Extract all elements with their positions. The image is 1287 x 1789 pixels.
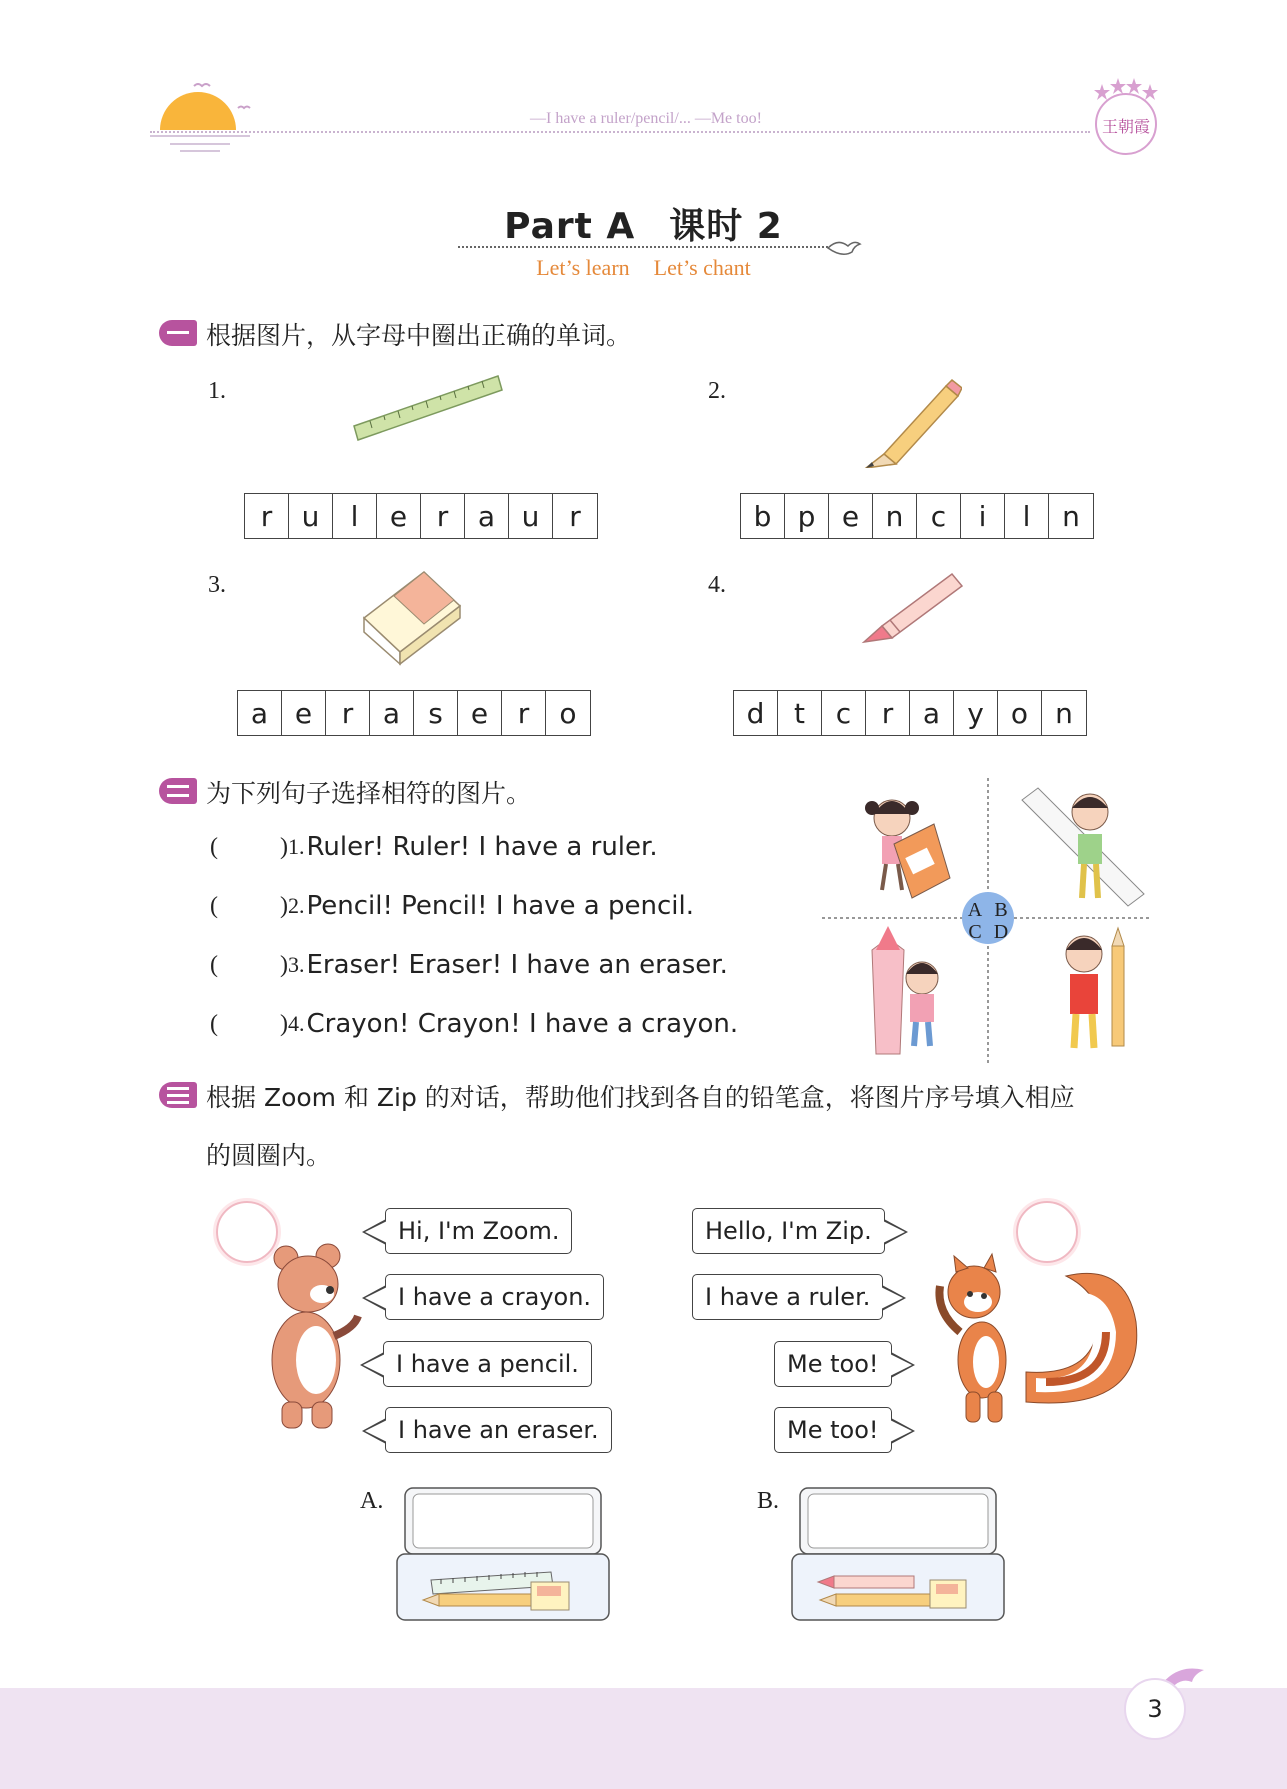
svg-text:C: C: [968, 921, 982, 943]
item-2-letter-grid: [740, 493, 1094, 539]
letter-box[interactable]: r: [421, 494, 465, 538]
section-1-badge: [159, 320, 197, 346]
page-title: [0, 198, 1287, 249]
zoom-bubble-4: I have an eraser.: [385, 1407, 612, 1453]
answer-bracket-open: (: [210, 951, 218, 978]
ruler-image: [350, 370, 506, 444]
letter-box[interactable]: d: [734, 691, 778, 735]
case-a-label: A.: [360, 1488, 384, 1514]
sunset-decoration: [150, 78, 260, 158]
section-3-instruction-line-2: 的圆圈内。: [206, 1141, 332, 1170]
letter-box[interactable]: e: [282, 691, 326, 735]
picture-c-kid-crayon: [872, 926, 938, 1054]
subtitle-learn: Let’s learn: [536, 255, 630, 280]
section-3-badge: [159, 1082, 197, 1108]
letter-box[interactable]: n: [1055, 696, 1073, 730]
letter-box[interactable]: c: [917, 494, 961, 538]
letter-box[interactable]: r: [326, 691, 370, 735]
title-lesson: 课时 2: [669, 206, 783, 247]
letter-box[interactable]: l: [1005, 494, 1049, 538]
pencil-case-b[interactable]: [788, 1484, 1008, 1626]
header-rule: [150, 131, 1090, 133]
letter-box[interactable]: c: [822, 691, 866, 735]
picture-d-girl-pencil: [1066, 928, 1124, 1048]
picture-quadrant: [822, 778, 1152, 1064]
item-4-letter-grid: [733, 690, 1087, 736]
letter-box[interactable]: u: [509, 494, 553, 538]
answer-bracket-close: ): [280, 833, 288, 860]
crayon-image: [860, 568, 966, 644]
letter-box[interactable]: e: [377, 494, 421, 538]
sentence-4: [210, 1009, 738, 1039]
letter-box[interactable]: b: [741, 494, 785, 538]
sentence-number: 3.: [288, 952, 305, 977]
case-b-label: B.: [757, 1488, 780, 1514]
section-2-badge: [159, 778, 197, 804]
svg-text:D: D: [993, 921, 1009, 943]
sentence-number: 2.: [288, 893, 305, 918]
sentence-number: 1.: [288, 834, 305, 859]
zip-bubble-4: Me too!: [774, 1407, 892, 1453]
letter-box[interactable]: a: [910, 691, 954, 735]
subtitle: [0, 255, 1287, 281]
item-1-number: 1.: [208, 378, 226, 404]
letter-box[interactable]: r: [502, 691, 546, 735]
letter-box[interactable]: r: [245, 494, 289, 538]
letter-box[interactable]: n: [873, 494, 917, 538]
letter-box[interactable]: a: [465, 494, 509, 538]
sentence-text: Crayon! Crayon! I have a crayon.: [306, 1009, 739, 1039]
letter-box[interactable]: r: [569, 499, 581, 533]
answer-bracket-close: ): [280, 892, 288, 919]
zip-squirrel-illustration: [926, 1252, 1146, 1428]
letter-box[interactable]: e: [458, 691, 502, 735]
section-2-instruction: 为下列句子选择相符的图片。: [206, 779, 532, 808]
letter-box[interactable]: s: [414, 691, 458, 735]
item-2-number: 2.: [708, 378, 726, 404]
svg-text:B: B: [994, 899, 1008, 921]
sentence-2: [210, 891, 694, 921]
sentence-text: Pencil! Pencil! I have a pencil.: [306, 891, 694, 921]
svg-text:王朝霞: 王朝霞: [1101, 117, 1151, 136]
pencil-case-a[interactable]: [393, 1484, 613, 1626]
letter-box[interactable]: e: [829, 494, 873, 538]
answer-bracket-close: ): [280, 951, 288, 978]
letter-box[interactable]: y: [954, 691, 998, 735]
letter-box[interactable]: l: [333, 494, 377, 538]
picture-a-girl-eraser: [865, 800, 950, 898]
svg-text:A: A: [967, 899, 983, 921]
title-rule: [458, 246, 828, 248]
zoom-bubble-1: Hi, I'm Zoom.: [385, 1208, 572, 1254]
zip-bubble-2: I have a ruler.: [692, 1274, 883, 1320]
answer-bracket-close: ): [280, 1010, 288, 1037]
page-number: 3: [1124, 1678, 1186, 1740]
subtitle-chant: Let’s chant: [653, 255, 751, 280]
answer-bracket-open: (: [210, 892, 218, 919]
pencil-image: [860, 376, 962, 468]
sentence-1: [210, 832, 658, 862]
letter-box[interactable]: a: [370, 691, 414, 735]
letter-box[interactable]: p: [785, 494, 829, 538]
answer-bracket-open: (: [210, 1010, 218, 1037]
zip-bubble-1: Hello, I'm Zip.: [692, 1208, 885, 1254]
letter-box[interactable]: o: [559, 696, 577, 730]
section-1-instruction: 根据图片，从字母中圈出正确的单词。: [206, 321, 632, 350]
letter-box[interactable]: t: [778, 691, 822, 735]
zip-bubble-3: Me too!: [774, 1341, 892, 1387]
item-3-number: 3.: [208, 572, 226, 598]
sentence-text: Eraser! Eraser! I have an eraser.: [306, 950, 728, 980]
eraser-image: [358, 566, 464, 666]
answer-bracket-open: (: [210, 833, 218, 860]
letter-box[interactable]: o: [998, 691, 1042, 735]
picture-b-boy-ruler: [1022, 788, 1144, 906]
publisher-logo: [1086, 74, 1166, 164]
title-part: Part A: [504, 206, 636, 247]
letter-box[interactable]: u: [289, 494, 333, 538]
item-1-letter-grid: [244, 493, 598, 539]
sentence-3: [210, 950, 728, 980]
letter-box[interactable]: n: [1062, 499, 1080, 533]
section-3-instruction-line-1: 根据 Zoom 和 Zip 的对话，帮助他们找到各自的铅笔盒，将图片序号填入相应: [206, 1083, 1075, 1112]
sentence-number: 4.: [288, 1011, 305, 1036]
letter-box[interactable]: a: [238, 691, 282, 735]
item-3-letter-grid: [237, 690, 591, 736]
item-4-number: 4.: [708, 572, 726, 598]
sentence-text: Ruler! Ruler! I have a ruler.: [306, 832, 658, 862]
zoom-bubble-3: I have a pencil.: [383, 1341, 592, 1387]
letter-box[interactable]: r: [866, 691, 910, 735]
zoom-bear-illustration: [262, 1236, 362, 1432]
page-footer: [0, 1688, 1287, 1789]
running-title: —I have a ruler/pencil/... —Me too!: [530, 110, 762, 127]
letter-box[interactable]: i: [961, 494, 1005, 538]
zoom-bubble-2: I have a crayon.: [385, 1274, 604, 1320]
